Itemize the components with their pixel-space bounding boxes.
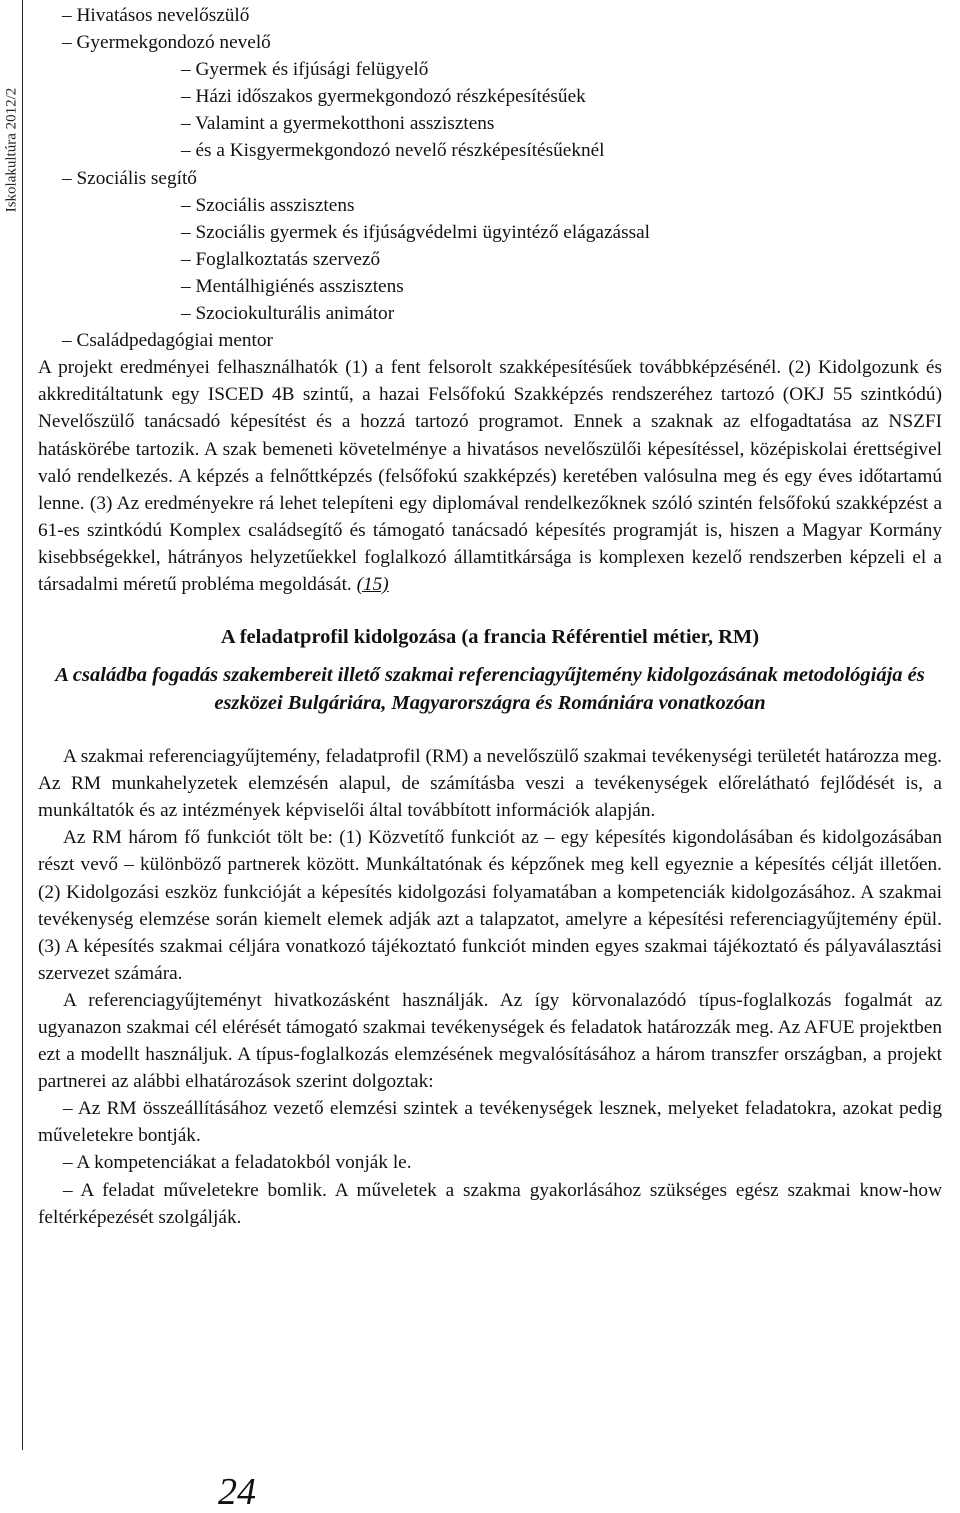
list-item: – és a Kisgyermekgondozó nevelő részképesítésűeknél	[181, 140, 605, 162]
page-number: 24	[218, 1471, 256, 1513]
dash-list-item: – Az RM összeállításához vezető elemzési szintek a tevékenységek lesznek, melyeket feladatokra, azokat pedig műveletekre bontják.	[38, 1098, 942, 1147]
body-paragraph: Az RM három fő funkciót tölt be: (1) Közvetítő funkciót az – egy képesítés kigondolásában és kidolgozásában részt vevő – különböző partnerek között. Munkáltatónak és képzőnek meg kell egyeznie a képesítés célját illetően. (2) Kidolgozási eszköz funkcióját a képesítés kidolgozási folyamatában a kompetenciák kidolgozásához. A szakmai tevékenység elemzése során kiemelt elemek adják azt a talapzatot, amelyre a képesítési referenciagyűjtemény épül. (3) A képesítés szakmai céljára vonatkozó tájékoztató funkciót minden egyes szakmai tájékoztató és pályaválasztási szervezet számára.	[38, 827, 942, 984]
list-item: – Házi időszakos gyermekgondozó részképesítésűek	[181, 86, 586, 108]
body-paragraph: A szakmai referenciagyűjtemény, feladatprofil (RM) a nevelőszülő szakmai tevékenységi területét határozza meg. Az RM munkahelyzetek elemzésén alapul, de számításba veszi a tevékenységek előrelátható fejlődését is, a munkáltatók és az intézmények képviselői által továbbított információk alapján.	[38, 746, 942, 822]
list-item: – Valamint a gyermekotthoni asszisztens	[181, 113, 495, 135]
list-item: – Gyermekgondozó nevelő	[62, 32, 271, 54]
results-paragraph-text: A projekt eredményei felhasználhatók (1) a fent felsorolt szakképesítésűek továbbképzésénél. (2) Kidolgozunk és akkreditáltatunk egy ISCED 4B szintű, a hazai Felsőfokú Szakképzés rendszeréhez tartozó (OKJ 55 szintkódú) Nevelőszülő tanácsadó képesítést és a hozzá tartozó programot. Ennek a szaknak az elfogadtatása az NSZFI hatáskörébe tartozik. A szak bemeneti követelménye a hivatásos nevelőszülői képesítéssel, középiskolai érettségivel való rendelkezés. A képzés a felnőttképzés (felsőfokú szakképzés) keretében valósulna meg és egy éves időtartamú lenne. (3) Az eredményekre rá lehet telepíteni egy diplomával rendelkezőknek szóló szintén felsőfokú szakképzést a 61-es szintkódú Komplex családsegítő és támogató tanácsadó képesítés programját is, hiszen a Magyar Kormány kisebbségekkel, hátrányos helyzetűekkel foglalkozó államtitkársága is komplexen kezelő rendszerben képzeli el a társadalmi méretű probléma megoldását.	[38, 357, 942, 595]
list-item: – Mentálhigiénés asszisztens	[181, 275, 404, 297]
list-item: – Szociális segítő	[62, 167, 197, 189]
qualification-list	[38, 2, 942, 354]
list-item: – Gyermek és ifjúsági felügyelő	[181, 59, 429, 81]
list-item: – Szociokulturális animátor	[181, 303, 395, 325]
journal-side-label-text: Iskolakultúra 2012/2	[3, 87, 20, 213]
list-item: – Szociális asszisztens	[181, 194, 355, 216]
citation-reference: (15)	[356, 573, 389, 595]
section-heading: A feladatprofil kidolgozása (a francia Référentiel métier, RM)	[220, 626, 760, 649]
dash-list-item: – A feladat műveletekre bomlik. A műveletek a szakma gyakorlásához szükséges egész szakmai know-how feltérképezését szolgálják.	[38, 1179, 942, 1228]
journal-side-label	[0, 0, 22, 300]
page-content	[38, 2, 942, 1231]
list-item: – Családpedagógiai mentor	[62, 330, 273, 352]
body-paragraph: A referenciagyűjteményt hivatkozásként használják. Az így körvonalazódó típus-foglalkozás fogalmát az ugyanazon szakmai cél elérését támogató szakmai tevékenységek és feladatok határozzák meg. Az AFUE projektben ezt a modellt használjuk. A típus-foglalkozás elemzésének megvalósításához a három transzfer országban, a projekt partnerei az alábbi elhatározások szerint dolgoztak:	[38, 989, 942, 1093]
section-subtitle: A családba fogadás szakembereit illető szakmai referenciagyűjtemény kidolgozásának metodológiája és eszközei Bulgáriára, Magyarországra és Romániára vonatkozóan	[55, 664, 925, 715]
margin-rule	[22, 0, 23, 1450]
list-item: – Foglalkoztatás szervező	[181, 248, 381, 270]
list-item: – Hivatásos nevelőszülő	[62, 5, 250, 26]
dash-list-item: – A kompetenciákat a feladatokból vonják le.	[63, 1152, 412, 1174]
results-paragraph	[38, 354, 942, 598]
list-item: – Szociális gyermek és ifjúságvédelmi ügyintéző elágazással	[181, 221, 651, 243]
